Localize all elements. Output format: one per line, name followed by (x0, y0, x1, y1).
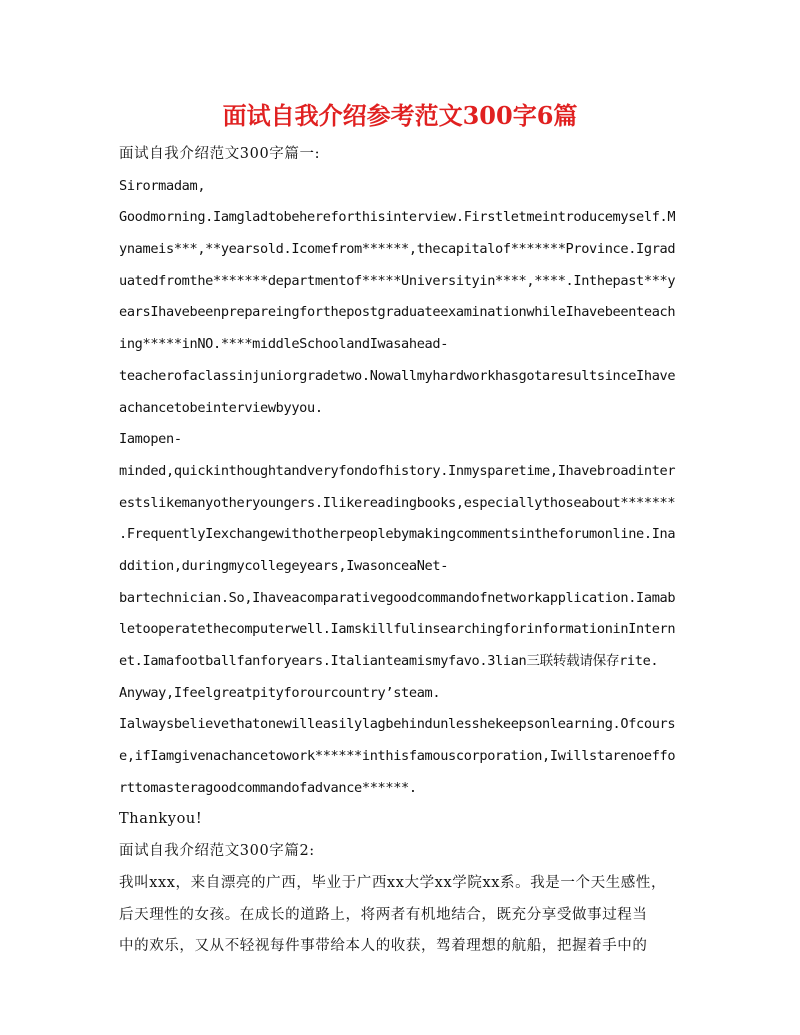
body-line: teacherofaclassinjuniorgradetwo.NowallmyhardworkhasgotaresultsinceIhave (119, 367, 676, 384)
body-line: Anyway,Ifeelgreatpityforourcountry’steam. (119, 684, 441, 701)
body-line: earsIhavebeenprepareingforthepostgraduateexaminationwhileIhavebeenteach (119, 304, 676, 321)
body-line: uatedfromthe*******departmentof*****Universityin****,****.Inthepast***y (119, 272, 676, 289)
body-line: bartechnician.So,Ihaveacomparativegoodcommandofnetworkapplication.Iamab (119, 589, 676, 606)
body-line: e,ifIamgivenachancetowork******inthisfamouscorporation,Iwillstarenoeffo (119, 748, 676, 765)
body-line: et.Iamafootballfanforyears.Italianteamismyfavo.3lian三联转载请保存rite. (119, 653, 659, 669)
body-line: ddition,duringmycollegeyears,IwasonceaNet- (119, 557, 449, 574)
body-line: achancetobeinterviewbyyou. (119, 399, 323, 416)
body-line: 面试自我介绍范文300字篇一: (119, 146, 321, 162)
body-line: letooperatethecomputerwell.IamskillfulinsearchingforinformationinIntern (119, 621, 676, 638)
body-line: ynameis***,**yearsold.Icomefrom******,thecapitalof*******Province.Igrad (119, 241, 676, 258)
body-line: 中的欢乐，又从不轻视每件事带给本人的收获，驾着理想的航船，把握着手中的 (119, 938, 648, 955)
document-body (119, 139, 681, 963)
body-line: Ialwaysbelievethatonewilleasilylagbehindunlesshekeepsonlearning.Ofcours (119, 716, 676, 733)
body-line: minded,quickinthoughtandveryfondofhistory.Inmysparetime,Ihavebroadinter (119, 462, 676, 479)
body-line: estslikemanyotheryoungers.Ilikereadingbooks,especiallythoseabout******* (119, 494, 676, 511)
body-line: 我叫xxx，来自漂亮的广西，毕业于广西xx大学xx学院xx系。我是一个天生感性， (119, 874, 667, 891)
body-line: ing*****inNO.****middleSchoolandIwasahead- (119, 336, 449, 353)
body-line: 后天理性的女孩。在成长的道路上，将两者有机地结合，既充分享受做事过程当 (119, 906, 648, 923)
body-line: Iamopen- (119, 431, 182, 448)
body-line: Goodmorning.Iamgladtobehereforthisinterview.Firstletmeintroducemyself.M (119, 209, 676, 226)
document-title: 面试自我介绍参考范文300字6篇 (222, 101, 578, 130)
body-line: Sirormadam, (119, 177, 206, 194)
body-line: Thankyou! (119, 811, 203, 828)
body-line: .FrequentlyIexchangewithotherpeoplebymakingcommentsintheforumonline.Ina (119, 526, 676, 543)
body-line: rttomasteragoodcommandofadvance******. (119, 779, 417, 796)
body-line: 面试自我介绍范文300字篇2: (119, 843, 315, 860)
